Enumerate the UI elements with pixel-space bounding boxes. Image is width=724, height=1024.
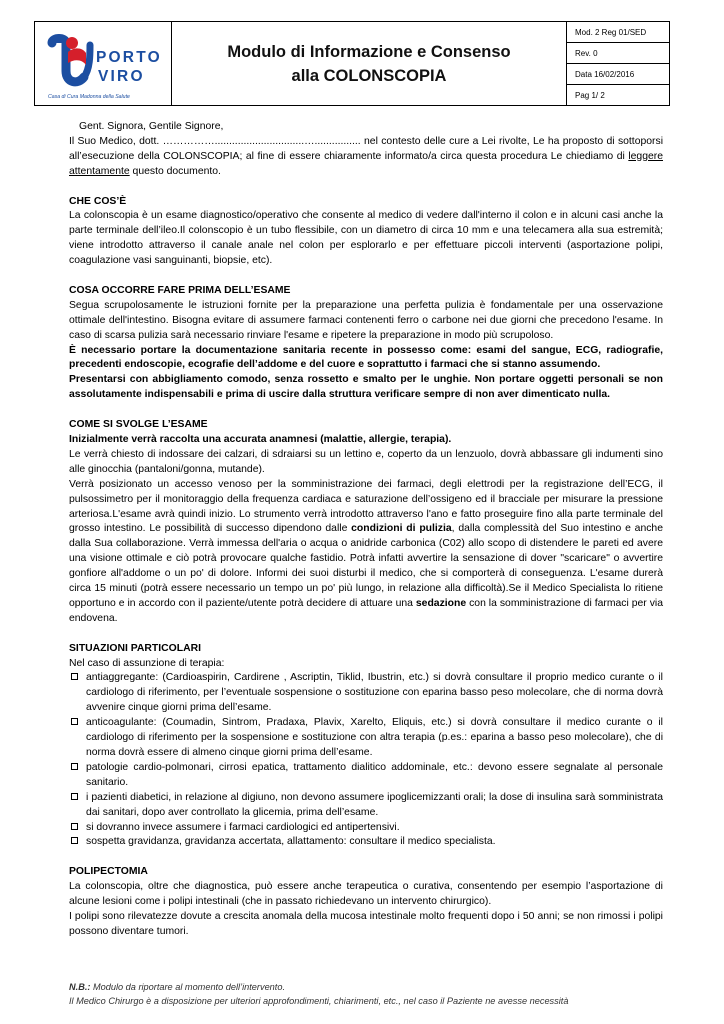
checkbox-icon xyxy=(71,823,78,830)
meta-module: Mod. 2 Reg 01/SED xyxy=(567,22,670,43)
checkbox-icon xyxy=(71,793,78,800)
list-item: antiaggregante: (Cardioaspirin, Cardirene , Ascriptin, Tiklid, Ibustrin, etc.) si dovrà consultare il proprio medico curante o il cardiologo di riferimento, per l’eventuale sospensione o sostituzione con eparina basso peso molecolare, che di norma dovrà avvenire cinque giorni prima dell’esame. xyxy=(69,671,663,716)
footer-note: Modulo da riportare al momento dell’intervento. xyxy=(90,982,286,992)
che-cose-text: La colonscopia è un esame diagnostico/operativo che consente al medico di vedere dall'interno il colon e in alcuni casi anche la parte terminale dell’ileo.Il colonscopio è un tubo flessibile, con un diametro di circa 10 mm e una telecamera alla sua estremità; viene introdotto attraverso il canale anale nel colon per esplorarlo e per effettuare piccoli interventi (asportazione polipi, coagulazione vasi sanguinanti, biopsie, etc). xyxy=(69,210,663,267)
intro-underlined: leggere attentamente xyxy=(69,150,663,177)
salutation: Gent. Signora, Gentile Signore, xyxy=(79,121,224,132)
list-item: anticoagulante: (Coumadin, Sintrom, Pradaxa, Plavix, Xarelto, Eliquis, etc.) si dovrà consultare il medico curante o il cardiologo di riferimento per la sospensione e sostituzione con altra terapia (p.es.: eparina a basso peso molecolare), che di norma dovrà essere di almeno cinque giorni prima dell’esame. xyxy=(69,716,663,761)
list-item: sospetta gravidanza, gravidanza accertata, allattamento: consultare il medico specialista. xyxy=(69,835,663,850)
svolgimento-text-2 xyxy=(69,478,663,627)
document-footer xyxy=(69,981,669,1008)
section-title-situazioni: SITUAZIONI PARTICOLARI xyxy=(69,642,201,654)
svolgimento-text-1: Le verrà chiesto di indossare dei calzari, di sdraiarsi su un lettino e, coperto da un lenzuolo, dovrà abbassare gli indumenti sino alle ginocchia (pantaloni/gonna, mutande). xyxy=(69,448,663,475)
document-body xyxy=(69,120,663,940)
svolgimento-bold-pulizia: condizioni di pulizia xyxy=(351,523,452,535)
section-title-preparazione: COSA OCCORRE FARE PRIMA DELL’ESAME xyxy=(69,284,291,296)
checkbox-icon xyxy=(71,837,78,844)
logo-word-viro: VIRO xyxy=(98,67,145,85)
document-header xyxy=(34,21,670,106)
list-item: si dovranno invece assumere i farmaci cardiologici ed antipertensivi. xyxy=(69,821,663,836)
intro-text-a: Il Suo Medico, dott. ……………...............................…................ nel contesto delle cure a Lei rivolte, Le ha proposto di sottoporsi all’esecuzione della COLONSCOPIA; al fine di essere chiaramente informato/a circa questa procedura Le chiediamo di xyxy=(69,135,663,162)
logo-word-porto: PORTO xyxy=(96,48,162,66)
preparazione-bold-2: Presentarsi con abbigliamento comodo, senza rossetto e smalto per le unghie. Non portare oggetti personali se non assolutamente indispensabili e prima di uscire dalla struttura verificare sempre di non aver dimenticato nulla. xyxy=(69,374,663,401)
polipectomia-text-1: La colonscopia, oltre che diagnostica, può essere anche terapeutica o curativa, consentendo per esempio l’asportazione di alcune lesioni come i polipi intestinali (che in passato richiedevano un intervento chirurgico). xyxy=(69,881,663,908)
preparazione-text: Segua scrupolosamente le istruzioni fornite per la preparazione una perfetta pulizia è fondamentale per una osservazione ottimale dell'intestino. Bisogna evitare di assumere farmaci contenenti ferro o carbone nei due giorni che precedono l'esame. In caso di scarsa pulizia sarà necessario rinviare l'esame e ripetere la preparazione in modo più scrupoloso. xyxy=(69,299,663,341)
document-title-line1: Modulo di Informazione e Consenso xyxy=(227,42,511,61)
polipectomia-text-2: I polipi sono rilevatezze dovute a crescita anomala della mucosa intestinale molto frequenti dopo i 50 anni; se non rimossi i polipi possono diventare tumori. xyxy=(69,910,663,937)
situazioni-intro: Nel caso di assunzione di terapia: xyxy=(69,657,225,669)
footer-line-1 xyxy=(69,981,669,995)
meta-page: Pag 1/ 2 xyxy=(567,85,670,106)
section-title-polipectomia: POLIPECTOMIA xyxy=(69,866,148,878)
logo-caption: Casa di Cura Madonna della Salute xyxy=(48,93,130,100)
section-title-che-cose: CHE COS’È xyxy=(69,195,127,207)
meta-date: Data 16/02/2016 xyxy=(567,64,670,85)
checkbox-icon xyxy=(71,763,78,770)
situazioni-list xyxy=(69,671,663,850)
title-cell xyxy=(172,22,567,106)
svolgimento-text-2c: con la somministrazione di farmaci per via endovena. xyxy=(69,597,663,624)
footer-nb-label: N.B.: xyxy=(69,982,91,992)
checkbox-icon xyxy=(71,673,78,680)
svolgimento-text-2b: , dalla complessità del Suo intestino e anche dalla Sua collaborazione. Verrà immessa dell'aria o acqua o anidride carbonica (C02) allo scopo di distendere le pareti ed avere una visione ottimale e ciò potrà provocare qualche fastidio. Potrà infatti avvertire la sensazione di dover "scaricare" o avvertire gonfiore all'addome o un po' di dolore. Informi dei suoi disturbi il medico, che si comporterà di conseguenza. L'esame durerà circa 15 minuti (potrà essere necessario un tempo un po' più lungo, in relazione alla difficoltà).Se il Medico Specialista lo ritiene opportuno e in accordo con il paziente/utente potrà decidere di attuare una xyxy=(69,523,663,609)
footer-line-2: Il Medico Chirurgo è a disposizione per ulteriori approfondimenti, chiarimenti, etc., nel caso il Paziente ne avesse necessità xyxy=(69,995,569,1006)
intro-paragraph xyxy=(69,135,663,180)
logo-cell xyxy=(35,22,172,106)
checkbox-icon xyxy=(71,718,78,725)
svolgimento-text-2a: Verrà posizionato un accesso venoso per la somministrazione dei farmaci, degli elettrodi per la registrazione dell’ECG, il pulsossimetro per il monitoraggio della frequenza cardiaca e saturazione dell’ossigeno ed il bracciale per misurare la pressione arteriosa.L'esame avrà quindi inizio. Lo strumento verrà introdotto attraverso l'ano e fatto proseguire fino alla parte terminale del grosso intestino. Le possibilità di successo dipendono dalle xyxy=(69,478,663,535)
section-title-svolgimento: COME SI SVOLGE L’ESAME xyxy=(69,419,208,431)
list-item: patologie cardio-polmonari, cirrosi epatica, trattamento dialitico addominale, etc.: devono essere segnalate al personale sanitario. xyxy=(69,761,663,791)
svolgimento-bold-sedazione: sedazione xyxy=(415,597,467,609)
meta-revision: Rev. 0 xyxy=(567,43,670,64)
porto-viro-logo xyxy=(38,25,168,103)
intro-text-b: questo documento. xyxy=(129,165,221,177)
document-title-line2: alla COLONSCOPIA xyxy=(291,66,447,85)
svolgimento-bold-intro: Inizialmente verrà raccolta una accurata anamnesi (malattie, allergie, terapia). xyxy=(69,433,452,445)
list-item: i pazienti diabetici, in relazione al digiuno, non devono assumere ipoglicemizzanti orali; la dose di insulina sarà somministrata dai sanitari, dopo aver controllato la glicemia, prima dell’esame. xyxy=(69,791,663,821)
preparazione-bold-1: È necessario portare la documentazione sanitaria recente in possesso come: esami del sangue, ECG, radiografie, precedenti endoscopie, ecografie dell’addome e del cuore e soprattutto i farmaci che si stanno assumendo. xyxy=(69,344,663,371)
